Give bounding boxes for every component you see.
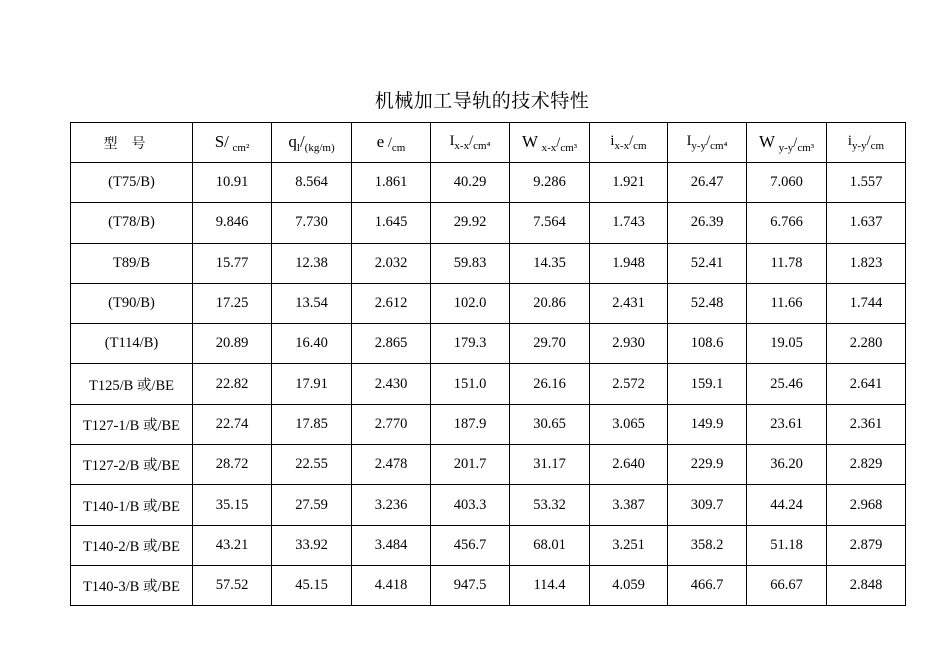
- value-cell: 187.9: [431, 404, 510, 444]
- value-cell: 3.065: [590, 404, 668, 444]
- value-cell: 22.82: [193, 364, 272, 404]
- value-cell: 8.564: [272, 163, 352, 203]
- value-cell: 44.24: [747, 485, 827, 525]
- value-cell: 114.4: [510, 565, 590, 605]
- value-cell: 35.15: [193, 485, 272, 525]
- value-cell: 57.52: [193, 565, 272, 605]
- value-cell: 51.18: [747, 525, 827, 565]
- value-cell: 19.05: [747, 324, 827, 364]
- value-cell: 29.70: [510, 324, 590, 364]
- value-cell: 1.744: [827, 283, 906, 323]
- value-cell: 1.921: [590, 163, 668, 203]
- model-cell: T140-1/B 或/BE: [71, 485, 193, 525]
- value-cell: 6.766: [747, 203, 827, 243]
- header-ixx-radius: $i_{x-x}/_{cm}$: [590, 123, 668, 163]
- value-cell: 2.879: [827, 525, 906, 565]
- value-cell: 2.361: [827, 404, 906, 444]
- value-cell: 9.846: [193, 203, 272, 243]
- value-cell: 2.431: [590, 283, 668, 323]
- table-row: [71, 283, 906, 323]
- value-cell: 52.41: [668, 243, 747, 283]
- header-ixx-moment: $I_{x-x}/_{cm^4}$: [431, 123, 510, 163]
- table-row: [71, 243, 906, 283]
- table-row: [71, 203, 906, 243]
- model-cell: T140-3/B 或/BE: [71, 565, 193, 605]
- value-cell: 28.72: [193, 445, 272, 485]
- value-cell: 149.9: [668, 404, 747, 444]
- value-cell: 7.564: [510, 203, 590, 243]
- value-cell: 2.770: [352, 404, 431, 444]
- value-cell: 66.67: [747, 565, 827, 605]
- value-cell: 3.484: [352, 525, 431, 565]
- value-cell: 403.3: [431, 485, 510, 525]
- spec-table: [70, 122, 906, 606]
- value-cell: 3.251: [590, 525, 668, 565]
- header-e: e $/_{cm}$: [352, 123, 431, 163]
- value-cell: 26.16: [510, 364, 590, 404]
- model-cell: (T114/B): [71, 324, 193, 364]
- value-cell: 14.35: [510, 243, 590, 283]
- model-cell: (T78/B): [71, 203, 193, 243]
- value-cell: 2.032: [352, 243, 431, 283]
- value-cell: 2.930: [590, 324, 668, 364]
- value-cell: 26.47: [668, 163, 747, 203]
- value-cell: 7.060: [747, 163, 827, 203]
- value-cell: 9.286: [510, 163, 590, 203]
- value-cell: 10.91: [193, 163, 272, 203]
- value-cell: 22.74: [193, 404, 272, 444]
- value-cell: 1.823: [827, 243, 906, 283]
- value-cell: 31.17: [510, 445, 590, 485]
- table-row: [71, 565, 906, 605]
- value-cell: 3.387: [590, 485, 668, 525]
- page-title: 机械加工导轨的技术特性: [374, 90, 590, 112]
- value-cell: 2.865: [352, 324, 431, 364]
- value-cell: 23.61: [747, 404, 827, 444]
- value-cell: 68.01: [510, 525, 590, 565]
- value-cell: 108.6: [668, 324, 747, 364]
- value-cell: 33.92: [272, 525, 352, 565]
- table-row: [71, 364, 906, 404]
- model-cell: T125/B 或/BE: [71, 364, 193, 404]
- value-cell: 15.77: [193, 243, 272, 283]
- value-cell: 179.3: [431, 324, 510, 364]
- value-cell: 1.637: [827, 203, 906, 243]
- value-cell: 2.612: [352, 283, 431, 323]
- value-cell: 229.9: [668, 445, 747, 485]
- header-weight: $q_l/_{(kg/m)}$: [272, 123, 352, 163]
- value-cell: 20.86: [510, 283, 590, 323]
- value-cell: 159.1: [668, 364, 747, 404]
- value-cell: 26.39: [668, 203, 747, 243]
- value-cell: 2.478: [352, 445, 431, 485]
- header-model: 型号: [71, 123, 193, 163]
- value-cell: 17.91: [272, 364, 352, 404]
- header-area: S/ $_{cm^2}$: [193, 123, 272, 163]
- model-cell: (T90/B): [71, 283, 193, 323]
- value-cell: 27.59: [272, 485, 352, 525]
- value-cell: 1.743: [590, 203, 668, 243]
- value-cell: 4.059: [590, 565, 668, 605]
- table-row: [71, 445, 906, 485]
- value-cell: 53.32: [510, 485, 590, 525]
- model-cell: T127-2/B 或/BE: [71, 445, 193, 485]
- value-cell: 16.40: [272, 324, 352, 364]
- value-cell: 2.640: [590, 445, 668, 485]
- value-cell: 17.25: [193, 283, 272, 323]
- value-cell: 2.829: [827, 445, 906, 485]
- value-cell: 3.236: [352, 485, 431, 525]
- table-row: [71, 525, 906, 565]
- model-cell: (T75/B): [71, 163, 193, 203]
- header-iyy-moment: $I_{y-y}/_{cm^4}$: [668, 123, 747, 163]
- value-cell: 102.0: [431, 283, 510, 323]
- value-cell: 52.48: [668, 283, 747, 323]
- value-cell: 2.280: [827, 324, 906, 364]
- header-row: [71, 123, 906, 163]
- model-cell: T140-2/B 或/BE: [71, 525, 193, 565]
- model-cell: T127-1/B 或/BE: [71, 404, 193, 444]
- value-cell: 12.38: [272, 243, 352, 283]
- model-cell: T89/B: [71, 243, 193, 283]
- value-cell: 1.557: [827, 163, 906, 203]
- value-cell: 36.20: [747, 445, 827, 485]
- header-iyy-radius: $i_{y-y}/_{cm}$: [827, 123, 906, 163]
- value-cell: 7.730: [272, 203, 352, 243]
- value-cell: 29.92: [431, 203, 510, 243]
- value-cell: 2.572: [590, 364, 668, 404]
- value-cell: 2.430: [352, 364, 431, 404]
- value-cell: 13.54: [272, 283, 352, 323]
- value-cell: 309.7: [668, 485, 747, 525]
- value-cell: 43.21: [193, 525, 272, 565]
- table-row: [71, 324, 906, 364]
- value-cell: 456.7: [431, 525, 510, 565]
- value-cell: 151.0: [431, 364, 510, 404]
- value-cell: 20.89: [193, 324, 272, 364]
- value-cell: 1.645: [352, 203, 431, 243]
- value-cell: 59.83: [431, 243, 510, 283]
- table-row: [71, 404, 906, 444]
- value-cell: 2.848: [827, 565, 906, 605]
- table-row: [71, 485, 906, 525]
- header-wyy: W $_{y-y}/_{cm^3}$: [747, 123, 827, 163]
- value-cell: 17.85: [272, 404, 352, 444]
- value-cell: 1.861: [352, 163, 431, 203]
- value-cell: 11.66: [747, 283, 827, 323]
- value-cell: 1.948: [590, 243, 668, 283]
- value-cell: 4.418: [352, 565, 431, 605]
- value-cell: 2.641: [827, 364, 906, 404]
- table-row: [71, 163, 906, 203]
- value-cell: 358.2: [668, 525, 747, 565]
- value-cell: 201.7: [431, 445, 510, 485]
- value-cell: 11.78: [747, 243, 827, 283]
- value-cell: 30.65: [510, 404, 590, 444]
- value-cell: 947.5: [431, 565, 510, 605]
- value-cell: 2.968: [827, 485, 906, 525]
- value-cell: 40.29: [431, 163, 510, 203]
- value-cell: 22.55: [272, 445, 352, 485]
- value-cell: 45.15: [272, 565, 352, 605]
- header-wxx: W $_{x-x}/_{cm^3}$: [510, 123, 590, 163]
- value-cell: 466.7: [668, 565, 747, 605]
- value-cell: 25.46: [747, 364, 827, 404]
